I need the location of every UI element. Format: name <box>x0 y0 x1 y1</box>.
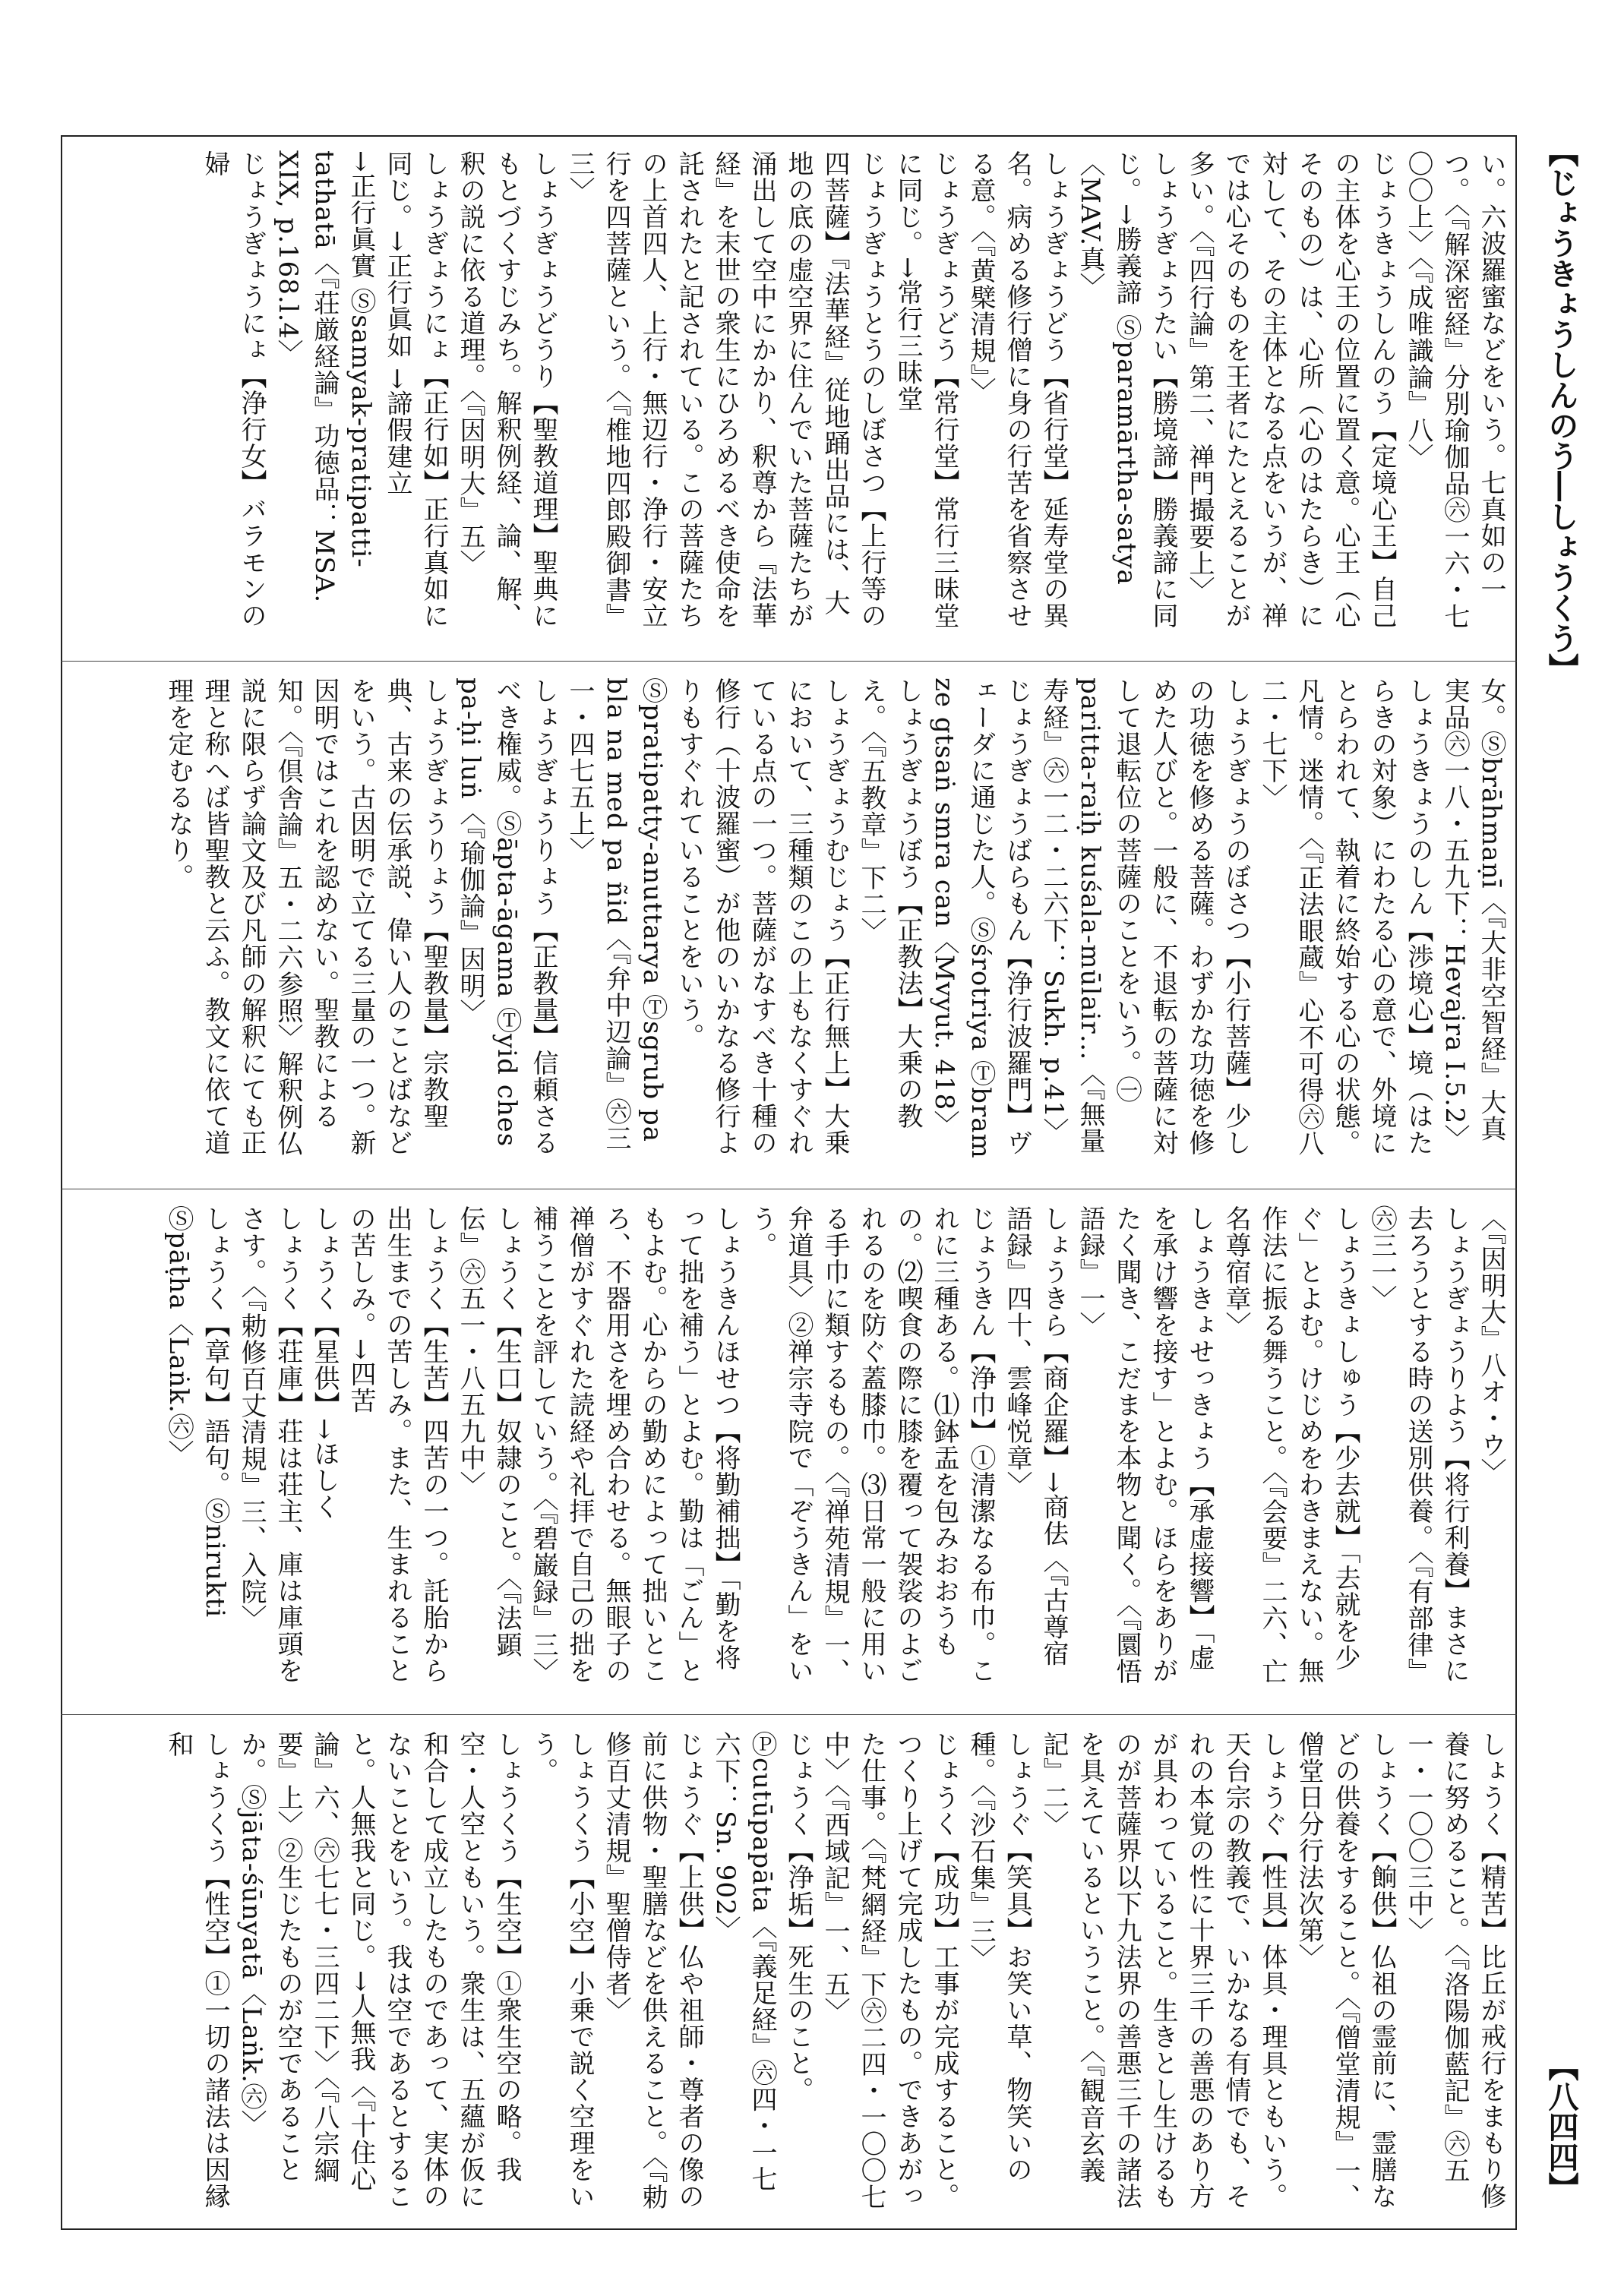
entry: 女。Ⓢbrāhmaṇī〈『大非空智経』大真実品㊅一八・五九下：Hevajra I.5.2〉 <box>1439 677 1506 1151</box>
entry: しょうきょしゅう【少去就】「去就を少ぐ」とよむ。けじめをわきまえない。無作法に振る舞うこと。〈『会要』二六、亡名尊宿章〉 <box>1221 1205 1360 1685</box>
entry: しょうきんほせつ【将勤補拙】「勤を将って拙を補う」とよむ。勤は「ごん」ともよむ。心からの勤めによって拙いところ、不器用さを埋め合わせる。無眼子の禅僧がすぐれた読経や礼拝で自己の拙を補うことを評していう。〈『碧巌録』三〉 <box>528 1205 741 1685</box>
page-header-title: 【じょうきょうしんのう―しょうくう】 <box>1543 137 1579 684</box>
entry: じょうぎょうばらもん【浄行波羅門】ヴェーダに通じた人。Ⓢśrotriya Ⓣbram ze gtsaṅ smra can〈Mvyut. 418〉 <box>929 677 1032 1159</box>
entry: しょうく【餉供】仏祖の霊前に、霊膳などの供養をすること。〈『僧堂清規』一、僧堂日分行法次第〉 <box>1294 1731 1397 2210</box>
entry: い。六波羅蜜などをいう。七真如の一つ。〈『解深密経』分別瑜伽品㊅一六・七〇〇上〉〈『成唯識論』八〉 <box>1403 150 1506 630</box>
entry: しょうぎょうたい【勝境諦】勝義諦に同じ。→勝義諦 Ⓢparamārtha-satya〈MAV.真〉 <box>1075 150 1178 629</box>
entry: しょうぐ【性具】体具・理具ともいう。天台宗の教義で、いかなる有情でも、それの本覚の性に十界三千の善悪のあり方が具わっていること。生きとし生けるものが菩薩界以下九法界の善悪三千の諸法を具えているということ。〈『観音玄義記』二〉 <box>1038 1731 1288 2209</box>
entry: しょうきょうのしん【渉境心】境（はたらきの対象）にわたる心の意で、外境にとらわれて、執着に終始する心の状態。凡情。迷情。〈『正法眼蔵』心不可得㊅八二・七下〉 <box>1257 677 1433 1157</box>
entry: しょうぎょうりよう【将行利養】まさに去ろうとする時の送別供養。〈『有部律』㊅三一〉 <box>1366 1205 1470 1685</box>
text-section-3 <box>70 1205 1509 1693</box>
entry: じょうぎょうにょ【浄行女】バラモンの婦 <box>200 150 267 629</box>
entry: じょうぐ【上供】仏や祖師・尊者の像の前に供物・聖膳などを供えること。〈『勅修百丈清規』聖僧侍者〉 <box>601 1731 704 2210</box>
entry: しょうくう【性空】①一切の諸法は因縁和 <box>163 1731 230 2209</box>
entry: しょうく【精苦】比丘が戒行をまもり修養に努めること。〈『洛陽伽藍記』㊅五一・一〇〇三中〉 <box>1403 1731 1506 2209</box>
entry: しょうく【生苦】四苦の一つ。託胎から出生までの苦しみ。また、生まれることの苦しみ。→四苦 <box>346 1205 449 1684</box>
entry: しょうく【章句】語句。Ⓢnirukti Ⓢpāṭha〈Laṅk.㊅〉 <box>163 1205 230 1619</box>
text-section-1 <box>70 150 1509 638</box>
entry: しょうぎょうのぼさつ【小行菩薩】少しの功徳を修める菩薩。わずかな功徳を修めた人びと。一般に、不退転の菩薩に対して退転位の菩薩のことをいう。㊀paritta-raiḥ kuśala-mūlair…〈『無量寿経』㊅一二・二六下：Sukh. p.41〉 <box>1038 677 1251 1156</box>
entry: しょうく【生口】奴隷のこと。〈『法顕伝』㊅五一・八五九中〉 <box>455 1205 522 1658</box>
entry: しょうぐ【笑具】お笑い草、物笑いの種。〈『沙石集』三〉 <box>965 1731 1032 2183</box>
entry: じょうきん【浄巾】①清潔なる布巾。これに三種ある。⑴鉢盂を包みおおうもの。⑵喫食の際に膝を覆って袈裟のよごれるのを防ぐ蓋膝巾。⑶日常一般に用いる手巾に類するもの。〈『禅苑清規』一、弁道具〉②禅宗寺院で「ぞうきん」をいう。 <box>747 1205 996 1685</box>
section-divider <box>61 1714 1517 1715</box>
section-divider <box>61 661 1517 662</box>
entry: しょうきら【商企羅】→商佉〈『古尊宿語録』四十、雲峰悦章〉 <box>1002 1205 1069 1667</box>
entry: しょうきょせっきょう【承虚接響】「虚を承け響を接す」とよむ。ほらをありがたく聞き、こだまを本物と聞く。〈『圜悟語録』一〉 <box>1075 1205 1215 1685</box>
text-section-4 <box>70 1731 1509 2219</box>
entry: しょうぎょうりょう【聖教量】宗教聖典、古来の伝承説、偉い人のことばなどをいう。古因明で立てる三量の一つ。新因明ではこれを認めない。聖教による知。〈『倶舎論』五・二六参照〉解釈例仏説に限らず論文及び凡師の解釈にても正理と称へば皆聖教と云ふ。教文に依て道理を定むるなり。 <box>163 677 449 1157</box>
entry: 〈『因明大』八オ・ウ〉 <box>1476 1205 1506 1485</box>
page-number: 【八四四】 <box>1543 2051 1579 2203</box>
entry: しょうぎょうぼう【正教法】大乗の教え。〈『五教章』下二〉 <box>856 677 923 1129</box>
entry: しょうぎょうむじょう【正行無上】大乗において、三種類のこの上もなくすぐれている点の一つ。菩薩がなすべき十種の修行（十波羅蜜）が他のいかなる修行よりもすぐれていることをいう。Ⓢpratipatty-anuttarya Ⓣsgrub pa bla na med pa ñid〈『弁中辺論』㊅三一・四七五上〉 <box>564 677 850 1156</box>
entry: しょうく【星供】→ほしく <box>309 1205 340 1521</box>
entry: しょうく【荘庫】荘は荘主、庫は庫頭をさす。〈『勅修百丈清規』三、入院〉 <box>236 1205 303 1684</box>
entry: じょうぎょうどう【常行堂】常行三昧堂に同じ。→常行三昧堂 <box>893 150 959 629</box>
entry: →正行眞實 Ⓢsamyak-pratipatti-tathatā〈『荘厳経論』功徳品：MSA. XIX, p.168.l.4〉 <box>273 150 376 604</box>
text-section-2 <box>70 677 1509 1165</box>
entry: しょうぎょうりょう【正教量】信頼さるべき権威。Ⓢāpta-āgama Ⓣyid ches pa-ḥi luṅ〈『瑜伽論』因明〉 <box>455 677 558 1156</box>
entry: しょうぎょうにょ【正行如】正行真如に同じ。→正行眞如 →諦假建立 <box>382 150 449 629</box>
entry: じょうぎょうとうのしぼさつ【上行等の四菩薩】『法華経』従地踊出品には、大地の底の虚空界に住んでいた菩薩たちが涌出して空中にかかり、釈尊から『法華経』を末世の衆生にひろめるべき使命を託されたと記されている。この菩薩たちの上首四人、上行・無辺行・浄行・安立行を四菩薩という。〈『椎地四郎殿御書』三〉 <box>564 150 886 630</box>
entry: じょうく【成功】工事が完成すること。つくり上げて完成したもの。できあがった仕事。〈『梵網経』下㊅二四・一〇〇七中〉〈『西域記』一、五〉 <box>820 1731 959 2210</box>
entry: じょうきょうしんのう【定境心王】自己の主体を心王の位置に置く意。心王（心そのもの）は、心所（心のはたらき）に対して、その主体となる点をいうが、禅では心そのものを王者にたとえることが多い。〈『四行論』第二、禅門撮要上〉 <box>1184 150 1397 629</box>
entry: じょうく【浄垢】死生のこと。Ⓟcutūpapāta〈『義足経』㊅四・一七六下：Sn. 902〉 <box>710 1731 814 2193</box>
entry: しょうくう【小空】小乗で説く空理をいう。 <box>528 1731 595 2209</box>
entry: しょうくう【生空】①衆生空の略。我空・人空ともいう。衆生は、五蘊が仮に和合して成立したものであって、実体のないことをいう。我は空であるとすること。人無我と同じ。→人無我〈『十住心論』六、㊅七七・三四二下〉〈『八宗綱要』上〉②生じたものが空であることか。Ⓢjāta-śūnyatā〈Laṅk.㊅〉 <box>236 1731 522 2209</box>
entry: しょうぎょうどうり【聖教道理】聖典にもとづくすじみち。解釈例経、論、解、釈の説に依る道理。〈『因明大』五〉 <box>455 150 558 629</box>
entry: しょうぎょうどう【省行堂】延寿堂の異名。病める修行僧に身の行苦を省察させる意。〈『黄檗清規』〉 <box>965 150 1069 629</box>
